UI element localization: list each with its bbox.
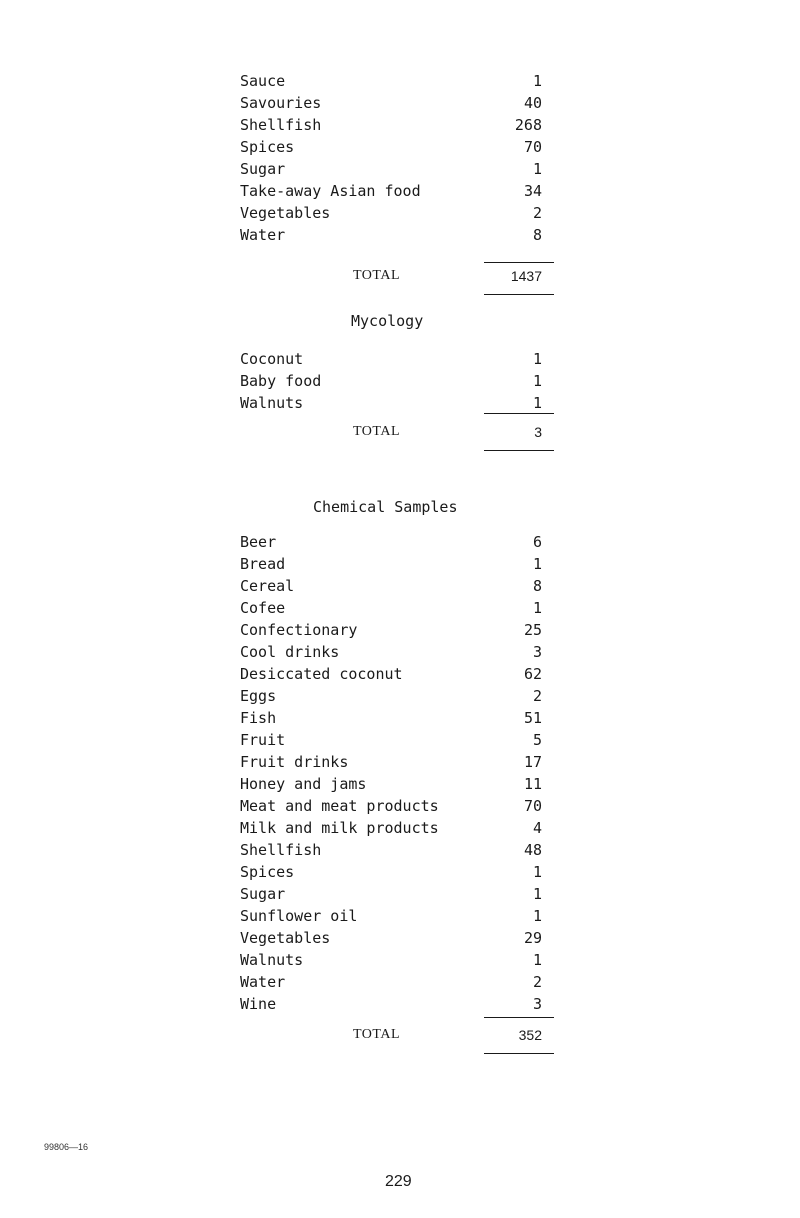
total-rule-bottom	[484, 450, 554, 451]
list-item	[240, 707, 542, 729]
item-label: Vegetables	[240, 204, 331, 222]
item-count: 5	[532, 731, 542, 749]
list-item	[240, 531, 542, 553]
item-count: 3	[532, 995, 542, 1013]
list-item	[240, 641, 542, 663]
item-count: 11	[523, 775, 542, 793]
list-item	[240, 905, 542, 927]
item-count: 1	[532, 863, 542, 881]
item-label: Sunflower oil	[240, 907, 358, 925]
item-label: Walnuts	[240, 394, 304, 412]
item-label: Wine	[240, 995, 277, 1013]
item-count: 1	[532, 72, 542, 90]
item-label: Beer	[240, 533, 277, 551]
item-count: 2	[532, 973, 542, 991]
item-count: 1	[532, 885, 542, 903]
item-count: 1	[532, 160, 542, 178]
item-label: Shellfish	[240, 841, 322, 859]
section-heading: Mycology	[351, 312, 424, 330]
item-label: Walnuts	[240, 951, 304, 969]
total-value: 352	[518, 1027, 542, 1043]
list-item	[240, 773, 542, 795]
list-item	[240, 795, 542, 817]
item-label: Sugar	[240, 160, 286, 178]
list-item	[240, 70, 542, 92]
item-label: Eggs	[240, 687, 277, 705]
item-label: Spices	[240, 863, 295, 881]
list-item	[240, 202, 542, 224]
item-count: 62	[523, 665, 542, 683]
item-label: Cool drinks	[240, 643, 340, 661]
list-item	[240, 949, 542, 971]
list-item	[240, 370, 542, 392]
item-count: 4	[532, 819, 542, 837]
item-count: 1	[532, 951, 542, 969]
item-count: 8	[532, 577, 542, 595]
total-label: TOTAL	[353, 1027, 401, 1042]
list-item	[240, 224, 542, 246]
item-label: Cereal	[240, 577, 295, 595]
item-count: 1	[532, 907, 542, 925]
list-item	[240, 114, 542, 136]
item-count: 48	[523, 841, 542, 859]
item-count: 6	[532, 533, 542, 551]
item-label: Shellfish	[240, 116, 322, 134]
list-item	[240, 927, 542, 949]
item-count: 70	[523, 138, 542, 156]
list-item	[240, 575, 542, 597]
total-rule-top	[484, 1017, 554, 1018]
list-item	[240, 883, 542, 905]
item-label: Fish	[240, 709, 277, 727]
total-label: TOTAL	[353, 424, 401, 439]
total-rule-top	[484, 413, 554, 414]
total-value: 3	[534, 424, 542, 440]
item-count: 29	[523, 929, 542, 947]
item-count: 1	[532, 599, 542, 617]
item-label: Sugar	[240, 885, 286, 903]
item-count: 2	[532, 687, 542, 705]
total-rule-bottom	[484, 1053, 554, 1054]
list-item	[240, 136, 542, 158]
section-heading: Chemical Samples	[313, 498, 458, 516]
total-rule-bottom	[484, 294, 554, 295]
item-count: 8	[532, 226, 542, 244]
list-item	[240, 993, 542, 1015]
item-label: Fruit	[240, 731, 286, 749]
item-count: 1	[532, 372, 542, 390]
item-label: Water	[240, 226, 286, 244]
item-label: Desiccated coconut	[240, 665, 403, 683]
item-label: Take-away Asian food	[240, 182, 421, 200]
item-count: 1	[532, 555, 542, 573]
total-label: TOTAL	[353, 268, 401, 283]
page-number: 229	[385, 1173, 412, 1190]
item-count: 1	[532, 350, 542, 368]
list-item	[240, 392, 542, 414]
item-label: Milk and milk products	[240, 819, 439, 837]
item-label: Water	[240, 973, 286, 991]
list-item	[240, 817, 542, 839]
item-label: Savouries	[240, 94, 322, 112]
list-item	[240, 971, 542, 993]
list-item	[240, 861, 542, 883]
total-value: 1437	[510, 268, 542, 284]
list-item	[240, 348, 542, 370]
item-count: 3	[532, 643, 542, 661]
total-rule-top	[484, 262, 554, 263]
list-item	[240, 729, 542, 751]
item-count: 70	[523, 797, 542, 815]
list-item	[240, 158, 542, 180]
item-label: Coconut	[240, 350, 304, 368]
item-label: Sauce	[240, 72, 286, 90]
item-label: Spices	[240, 138, 295, 156]
list-item	[240, 619, 542, 641]
item-count: 40	[523, 94, 542, 112]
item-count: 268	[514, 116, 542, 134]
item-label: Baby food	[240, 372, 322, 390]
list-item	[240, 685, 542, 707]
item-label: Bread	[240, 555, 286, 573]
item-label: Meat and meat products	[240, 797, 439, 815]
item-count: 25	[523, 621, 542, 639]
item-label: Confectionary	[240, 621, 358, 639]
list-item	[240, 663, 542, 685]
list-item	[240, 597, 542, 619]
item-label: Honey and jams	[240, 775, 367, 793]
item-count: 2	[532, 204, 542, 222]
list-item	[240, 751, 542, 773]
item-count: 17	[523, 753, 542, 771]
item-count: 51	[523, 709, 542, 727]
list-item	[240, 92, 542, 114]
list-item	[240, 553, 542, 575]
item-label: Fruit drinks	[240, 753, 349, 771]
item-count: 34	[523, 182, 542, 200]
item-label: Cofee	[240, 599, 286, 617]
item-count: 1	[532, 394, 542, 412]
footer-print-code: 99806—16	[44, 1142, 89, 1152]
item-label: Vegetables	[240, 929, 331, 947]
list-item	[240, 180, 542, 202]
list-item	[240, 839, 542, 861]
